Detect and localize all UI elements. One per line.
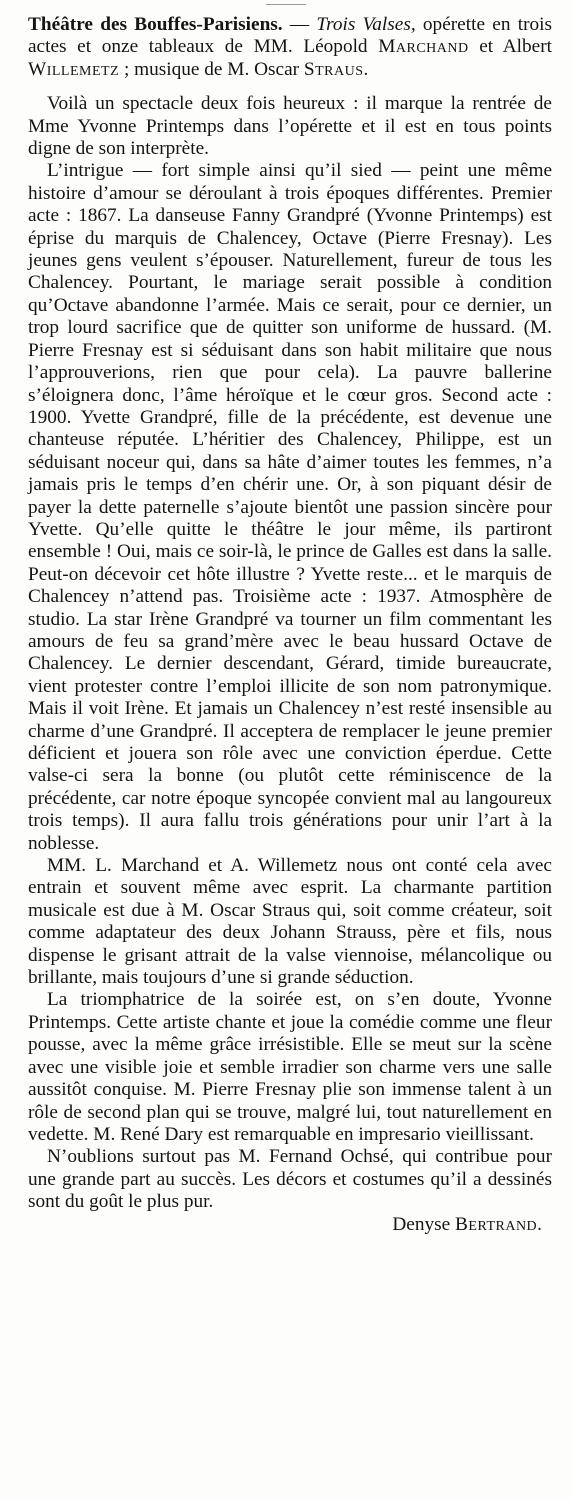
review-text bbox=[28, 14, 552, 1236]
author-willemetz: Willemetz bbox=[28, 58, 120, 80]
signature-last: Bertrand bbox=[455, 1213, 538, 1235]
paragraph-cast: La triomphatrice de la soirée est, on s’en doute, Yvonne Printemps. Cette artiste chante et joue la comédie comme une fleur pousse, avec la même grâce irrésistible. Elle se meut sur la scène avec une visible joie et semble irradier son charme vers une salle aussitôt conquise. M. Pierre Fresnay plie son immense talent à un rôle de second plan qui se trouve, malgré lui, tout naturellement en vedette. M. René Dary est remarquable en impresario vieillissant. bbox=[28, 989, 552, 1145]
review-header bbox=[28, 14, 552, 81]
author-marchand: Marchand bbox=[378, 36, 469, 58]
paragraph-decor: N’oublions surtout pas M. Fernand Ochsé, qui contribue pour une grande part au succès. Les décors et costumes qu’il a dessinés sont du goût le plus pur. bbox=[28, 1146, 552, 1213]
signature-first: Denyse bbox=[392, 1213, 456, 1235]
paragraph-authors: MM. L. Marchand et A. Willemetz nous ont conté cela avec entrain et souvent même avec esprit. La charmante partition musicale est due à M. Oscar Straus qui, soit comme créateur, soit comme adaptateur des deux Johann Strauss, père et fils, nous dispense le grisant attrait de la valse viennoise, mélancolique ou brillante, mais toujours d’une si grande séduction. bbox=[28, 855, 552, 989]
header-text-d: . bbox=[363, 58, 369, 80]
header-text-c: ; musique de M. Oscar bbox=[119, 58, 304, 80]
composer-straus: Straus bbox=[303, 58, 364, 80]
signature bbox=[28, 1214, 552, 1236]
paragraph-gap bbox=[28, 81, 552, 93]
paragraph-plot: L’intrigue — fort simple ainsi qu’il sied — peint une même histoire d’amour se déroulant à trois époques différentes. Premier acte : 1867. La danseuse Fanny Grandpré (Yvonne Printemps) est éprise du marquis de Chalencey, Octave (Pierre Fresnay). Les jeunes gens veulent s’épouser. Naturellement, fureur de tous les Chalencey. Pourtant, le mariage serait possible à condition qu’Octave abandonne l’armée. Mais ce serait, pour ce dernier, un trop lourd sacrifice que de quitter son uniforme de hussard. (M. Pierre Fresnay est si séduisant dans son habit militaire que nous l’approuverions, rien que pour cela). La pauvre ballerine s’éloignera donc, l’âme héroïque et le cœur gros. Second acte : 1900. Yvette Grandpré, fille de la précédente, est devenue une chanteuse réputée. L’héritier des Chalencey, Philippe, est un séduisant noceur qui, dans sa hâte d’aimer toutes les femmes, n’a jamais pris le temps d’en chérir une. Or, à son piquant désir de payer la dette paternelle s’ajoute bientôt une passion sincère pour Yvette. Qu’elle quitte le théâtre le jour même, ils partiront ensemble ! Oui, mais ce soir-là, le prince de Galles est dans la salle. Peut-on décevoir cet hôte illustre ? Yvette reste... et le marquis de Chalencey n’attend pas. Troisième acte : 1937. Atmosphère de studio. La star Irène Grandpré va tourner un film commentant les amours de feu sa grand’mère avec le beau hussard Octave de Chalencey. Le dernier descendant, Gérard, timide bureaucrate, vient protester contre l’emploi illicite de son nom patronymique. Mais il voit Irène. Et jamais un Chalencey n’est resté insensible au charme d’une Grandpré. Il acceptera de remplacer le jeune premier déficient et jouera son rôle avec une conviction éperdue. Cette valse-ci sera la bonne (ou plutôt cette réminiscence de la précédente, car notre époque syncopée convient mal au langoureux trois temps). Il aura fallu trois générations pour unir l’art à la noblesse. bbox=[28, 160, 552, 854]
top-rule bbox=[266, 4, 306, 5]
signature-end: . bbox=[537, 1213, 542, 1235]
show-title: Trois Valses, bbox=[316, 14, 416, 35]
header-text-b: et Albert bbox=[468, 36, 553, 58]
header-text-a: opérette en trois actes et onze tableaux de MM. Léopold bbox=[28, 14, 552, 58]
header-dash: — bbox=[282, 14, 317, 35]
paragraph-intro: Voilà un spectacle deux fois heureux : il marque la rentrée de Mme Yvonne Printemps dans l’opérette et il est en tous points digne de son interprète. bbox=[28, 93, 552, 160]
theatre-name: Théâtre des Bouffes-Parisiens. bbox=[28, 14, 283, 35]
